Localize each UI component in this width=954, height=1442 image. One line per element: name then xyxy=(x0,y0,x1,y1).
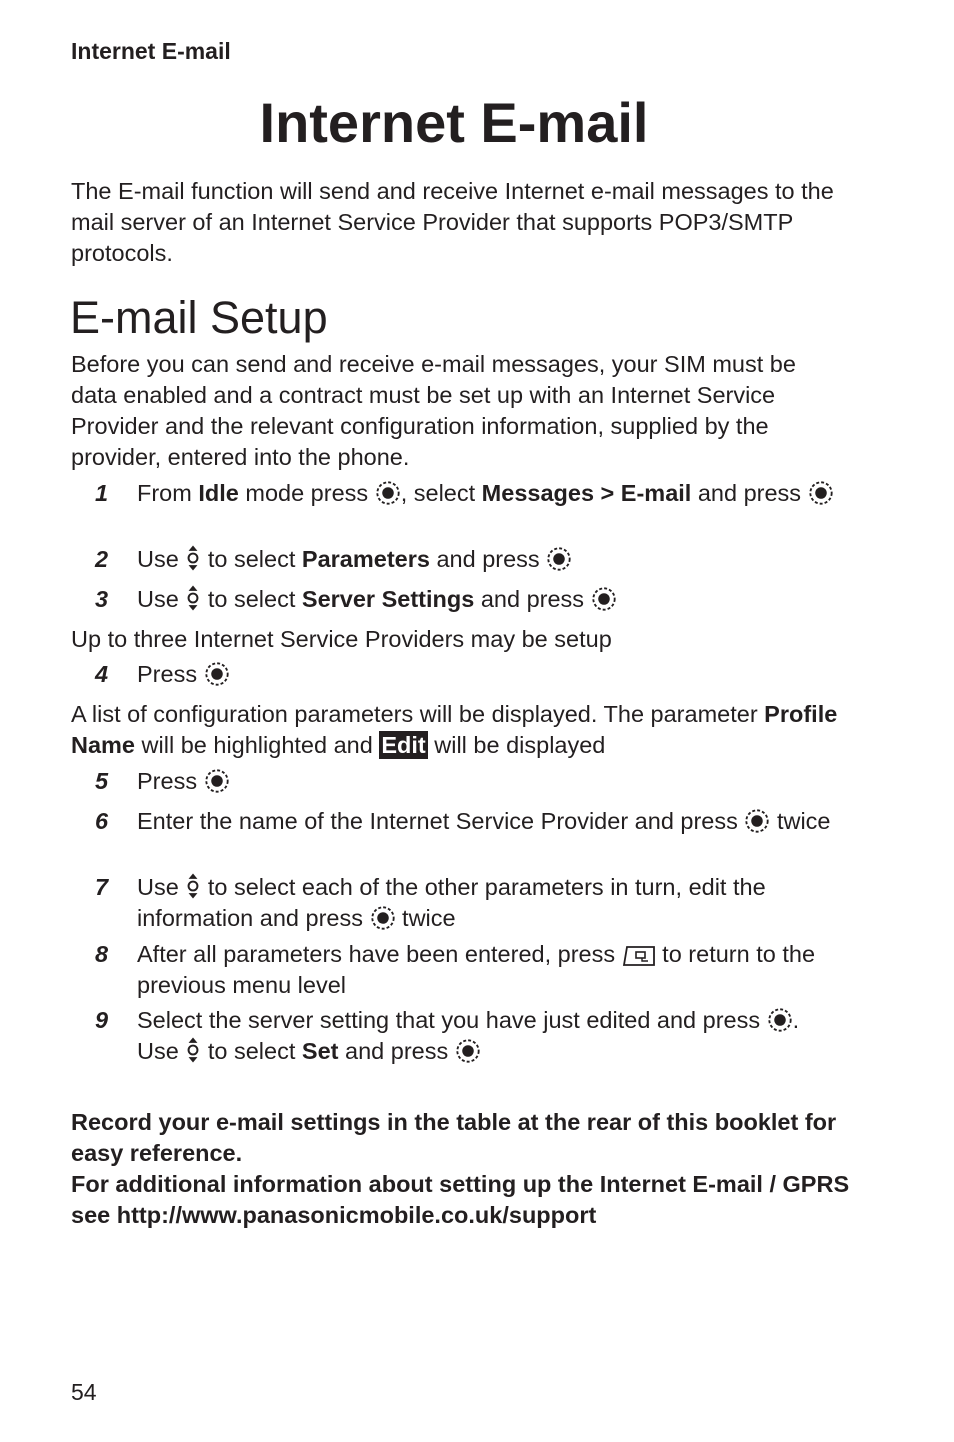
step-number: 1 xyxy=(95,480,109,506)
section-intro-paragraph: Before you can send and receive e-mail messages, your SIM must be data enabled and a contract must be set up with an Internet Service Provider and the relevant configuration information, supplied by the provider, entered into the phone. xyxy=(71,351,796,470)
step-5 xyxy=(71,766,841,797)
step-text: Use to select Parameters and press xyxy=(137,544,841,575)
navigation-key-press-icon xyxy=(204,661,230,687)
step-text: After all parameters have been entered, press to return to the previous menu level xyxy=(137,941,816,998)
navigation-key-press-icon xyxy=(546,546,572,572)
navigation-key-press-icon xyxy=(767,1007,793,1033)
up-down-scroll-icon xyxy=(185,1036,201,1064)
navigation-key-press-icon xyxy=(744,808,770,834)
step-number: 6 xyxy=(95,808,109,834)
step-8 xyxy=(71,939,841,1001)
page-title: Internet E-mail xyxy=(259,91,649,154)
step-7 xyxy=(71,872,841,934)
step-text: Press xyxy=(137,659,841,690)
providers-note: Up to three Internet Service Providers may be setup xyxy=(71,626,612,652)
step-number: 7 xyxy=(95,874,109,900)
step-text: Press xyxy=(137,766,841,797)
step-6 xyxy=(71,806,841,837)
support-link-note: For additional information about setting up the Internet E-mail / GPRS see http://www.panasonicmobile.co.uk/support xyxy=(71,1171,850,1228)
section-heading: E-mail Setup xyxy=(70,292,328,343)
navigation-key-press-icon xyxy=(808,480,834,506)
step-4 xyxy=(71,659,841,690)
intro-paragraph: The E-mail function will send and receive Internet e-mail messages to the mail server of an Internet Service Provider that supports POP3/SMTP protocols. xyxy=(71,178,834,266)
step-text: Use to select Server Settings and press xyxy=(137,584,841,615)
navigation-key-press-icon xyxy=(455,1038,481,1064)
navigation-key-press-icon xyxy=(591,586,617,612)
step-1 xyxy=(71,478,841,509)
step-text: Select the server setting that you have just edited and press . Use to select Set and press xyxy=(137,1007,800,1064)
navigation-key-press-icon xyxy=(370,905,396,931)
step-3 xyxy=(71,584,841,615)
step-number: 3 xyxy=(95,586,109,612)
running-header: Internet E-mail xyxy=(71,38,231,64)
settings-record-note: Record your e-mail settings in the table at the rear of this booklet for easy reference. xyxy=(71,1109,837,1166)
reference-note xyxy=(71,1107,861,1231)
up-down-scroll-icon xyxy=(185,872,201,900)
step-text: Use to select each of the other parameters in turn, edit the information and press twice xyxy=(137,874,766,931)
step-text: From Idle mode press , select Messages > E-mail and press xyxy=(137,478,841,509)
page-number: 54 xyxy=(71,1379,97,1405)
back-softkey-icon xyxy=(622,945,656,967)
up-down-scroll-icon xyxy=(185,584,201,612)
edit-softkey-label: Edit xyxy=(381,732,426,758)
step-number: 4 xyxy=(95,661,109,687)
step-text: Enter the name of the Internet Service Provider and press twice xyxy=(137,808,831,834)
step-number: 2 xyxy=(95,546,109,572)
step-number: 9 xyxy=(95,1007,109,1033)
step-number: 8 xyxy=(95,941,109,967)
up-down-scroll-icon xyxy=(185,544,201,572)
parameter-list-note: A list of configuration parameters will be displayed. The parameter Profile Name will be highlighted and Edit will be displayed xyxy=(71,701,838,758)
step-2 xyxy=(71,544,841,575)
navigation-key-press-icon xyxy=(204,768,230,794)
step-number: 5 xyxy=(95,768,109,794)
navigation-key-press-icon xyxy=(375,480,401,506)
step-9 xyxy=(71,1005,841,1067)
